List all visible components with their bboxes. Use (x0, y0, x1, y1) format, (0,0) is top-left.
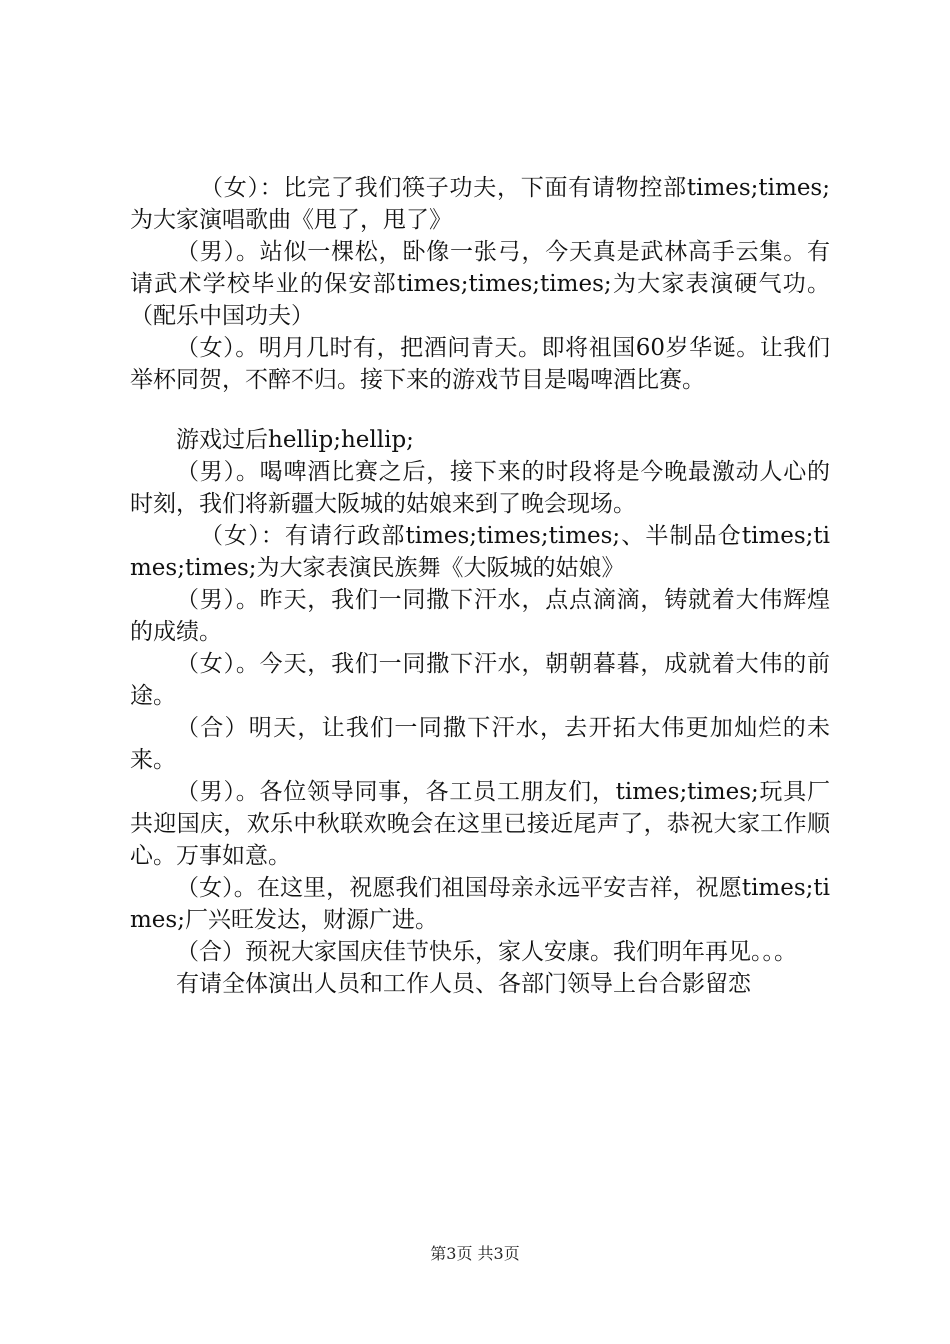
paragraph-13: 有请全体演出人员和工作人员、各部门领导上台合影留恋 (176, 971, 751, 997)
paragraph-11: （女）。在这里，祝愿我们祖国母亲永远平安吉祥，祝愿times;times;厂兴旺发达，财源广进。 (130, 875, 830, 933)
document-body (130, 172, 830, 1000)
paragraph-9: （合）明天，让我们一同撒下汗水，去开拓大伟更加灿烂的未来。 (130, 715, 830, 773)
paragraph-3: （女）。明月几时有，把酒问青天。即将祖国60岁华诞。让我们举杯同贺，不醉不归。接下来的游戏节目是喝啤酒比赛。 (130, 335, 830, 393)
paragraph-6: （女）：有请行政部times;times;times;、半制品仓times;times;times;为大家表演民族舞《大阪城的姑娘》 (130, 523, 830, 581)
paragraph-8: （女）。今天，我们一同撒下汗水，朝朝暮暮，成就着大伟的前途。 (130, 651, 830, 709)
paragraph-12: （合）预祝大家国庆佳节快乐，家人安康。我们明年再见。。。 (176, 939, 797, 965)
paragraph-5: （男）。喝啤酒比赛之后，接下来的时段将是今晚最激动人心的时刻，我们将新疆大阪城的姑娘来到了晚会现场。 (130, 459, 830, 517)
paragraph-2: （男）。站似一棵松，卧像一张弓，今天真是武林高手云集。有请武术学校毕业的保安部times;times;times;为大家表演硬气功。（配乐中国功夫） (130, 239, 830, 329)
paragraph-10: （男）。各位领导同事，各工员工朋友们，times;times;玩具厂共迎国庆，欢乐中秋联欢晚会在这里已接近尾声了，恭祝大家工作顺心。万事如意。 (130, 779, 830, 869)
paragraph-gap (130, 396, 830, 424)
page-footer: 第3页 共3页 (430, 1244, 520, 1263)
paragraph-7: （男）。昨天，我们一同撒下汗水，点点滴滴，铸就着大伟辉煌的成绩。 (130, 587, 830, 645)
paragraph-4: 游戏过后hellip;hellip; (176, 427, 414, 453)
paragraph-1: （女）：比完了我们筷子功夫，下面有请物控部times;times;为大家演唱歌曲《甩了，甩了》 (130, 175, 830, 233)
